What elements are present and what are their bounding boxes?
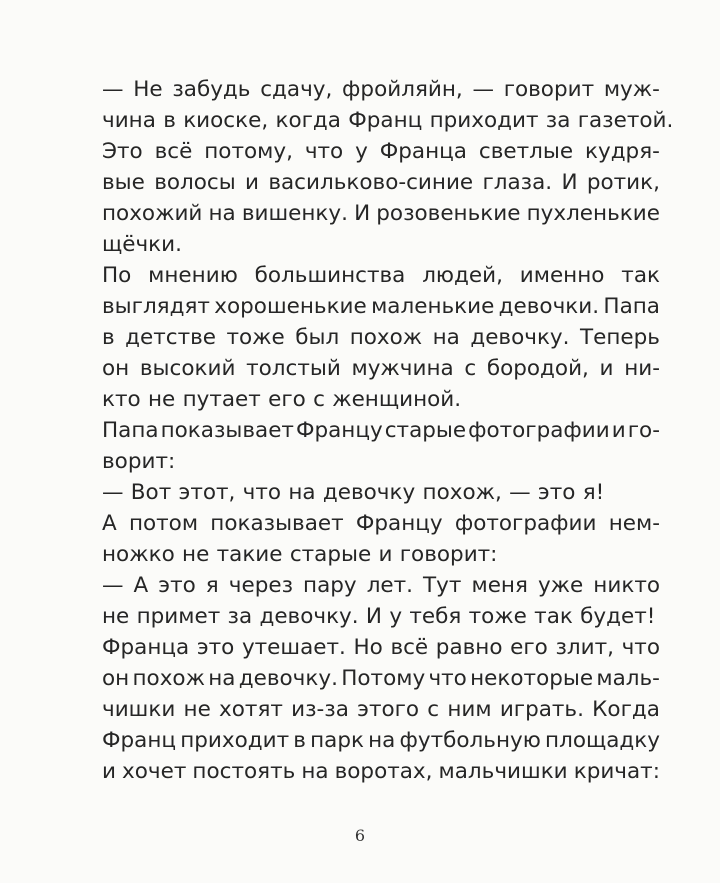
word: кто — [102, 387, 141, 412]
word: толстый — [246, 356, 341, 381]
word: бородой, — [486, 356, 589, 381]
word: Францу — [295, 418, 383, 443]
word: лет. — [366, 573, 414, 598]
text-line — [102, 229, 660, 260]
word: за — [227, 604, 253, 629]
word: его — [268, 387, 306, 412]
word: говорит — [503, 77, 595, 102]
word: го- — [627, 418, 660, 443]
word: что — [428, 666, 467, 691]
word: уже — [537, 573, 584, 598]
word: — — [509, 480, 531, 505]
word: я! — [582, 480, 605, 505]
word: фройляйн, — [342, 77, 463, 102]
word: ним — [447, 697, 492, 722]
word: именно — [519, 263, 605, 288]
word: что — [242, 480, 282, 505]
text-line — [102, 663, 660, 694]
text-line — [102, 105, 674, 136]
text-line — [102, 601, 660, 632]
word: светлые — [478, 139, 574, 164]
text-line — [102, 725, 660, 756]
word: большинства — [254, 263, 406, 288]
word: и — [102, 759, 116, 784]
text-line — [102, 446, 660, 477]
word: на — [208, 666, 236, 691]
word: женщиной. — [332, 387, 462, 412]
word: людей, — [422, 263, 503, 288]
word: Тут — [423, 573, 462, 598]
word: девочки. — [498, 294, 600, 319]
word: Теперь — [579, 325, 660, 350]
word: — — [102, 480, 124, 505]
word: маленькие — [371, 294, 495, 319]
text-line — [102, 756, 660, 787]
word: мнению — [148, 263, 238, 288]
word: девочку. — [238, 666, 338, 691]
word: нем- — [608, 511, 660, 536]
word: не — [183, 697, 211, 722]
word: с — [464, 356, 477, 381]
word: девочку. — [470, 325, 570, 350]
word: и — [599, 356, 614, 381]
word: киоске, — [183, 108, 269, 133]
word: маль- — [596, 666, 660, 691]
word: у — [389, 604, 403, 629]
word: высокий — [139, 356, 236, 381]
word: на — [288, 480, 316, 505]
word: — — [472, 77, 494, 102]
word: фотографии — [454, 511, 597, 536]
word: чина — [102, 108, 156, 133]
text-line — [102, 322, 660, 353]
word: меня — [471, 573, 528, 598]
text-line — [102, 570, 660, 601]
word: вые — [102, 170, 145, 195]
word: в — [293, 728, 306, 753]
word: равно — [435, 635, 503, 660]
text-line — [102, 477, 660, 508]
text-line — [102, 632, 660, 663]
word: мужчина — [351, 356, 454, 381]
word: воротах, — [334, 759, 433, 784]
word: Францу — [355, 511, 443, 536]
word: потому, — [204, 139, 293, 164]
word: некоторые — [470, 666, 594, 691]
word: пухленькие — [526, 201, 660, 226]
word: такие — [216, 542, 283, 567]
word: ворит: — [102, 449, 176, 474]
word: Это — [102, 139, 143, 164]
word: хочет — [122, 759, 187, 784]
word: И — [354, 201, 371, 226]
text-line — [102, 291, 660, 322]
word: А — [133, 573, 149, 598]
word: на — [208, 201, 236, 226]
word: старые — [384, 418, 467, 443]
text-line — [102, 167, 660, 198]
word: И — [561, 170, 578, 195]
word: хорошенькие — [214, 294, 367, 319]
word: на — [301, 759, 329, 784]
word: похож, — [422, 480, 502, 505]
word: Франц — [348, 108, 423, 133]
word: он — [102, 666, 130, 691]
word: и — [245, 170, 260, 195]
word: путает — [182, 387, 261, 412]
word: он — [102, 356, 130, 381]
word: Но — [353, 635, 383, 660]
word: Франца — [102, 635, 190, 660]
word: кудря- — [584, 139, 660, 164]
word: с — [427, 697, 440, 722]
word: глаза. — [482, 170, 553, 195]
word: тоже — [468, 604, 527, 629]
word: — — [102, 77, 124, 102]
word: у — [355, 139, 368, 164]
word: парк — [310, 728, 364, 753]
word: мальчишки — [438, 759, 568, 784]
word: всё — [390, 635, 429, 660]
word: Папа — [603, 294, 660, 319]
word: похож — [349, 325, 423, 350]
word: старые — [289, 542, 372, 567]
word: И — [365, 604, 383, 629]
word: я — [205, 573, 219, 598]
word: злит, — [555, 635, 614, 660]
word: Не — [133, 77, 163, 102]
word: это — [537, 480, 576, 505]
text-line — [102, 384, 660, 415]
word: потом — [128, 511, 199, 536]
word: говорит: — [399, 542, 498, 567]
word: с — [313, 387, 325, 412]
text-line — [102, 260, 660, 291]
page-number: 6 — [354, 826, 366, 845]
word: за — [545, 108, 571, 133]
word: ни- — [624, 356, 660, 381]
word: приходит — [429, 108, 539, 133]
word: пару — [303, 573, 357, 598]
word: был — [295, 325, 340, 350]
word: играть. — [499, 697, 584, 722]
word: не — [147, 387, 176, 412]
word: это — [196, 635, 235, 660]
word: хотят — [219, 697, 283, 722]
word: на — [368, 728, 396, 753]
word: По — [102, 263, 132, 288]
word: Вот — [130, 480, 172, 505]
text-line — [102, 508, 660, 539]
word: кричат: — [573, 759, 660, 784]
word: футбольную — [399, 728, 541, 753]
word: Папа — [102, 418, 159, 443]
word: это — [158, 573, 196, 598]
text-line — [102, 415, 660, 446]
word: Когда — [592, 697, 660, 722]
word: — — [102, 573, 124, 598]
word: детстве — [125, 325, 217, 350]
word: не — [182, 542, 210, 567]
word: примет — [136, 604, 221, 629]
word: показывает — [210, 511, 344, 536]
word: тоже — [226, 325, 285, 350]
word: сдачу, — [260, 77, 333, 102]
word: так — [534, 604, 573, 629]
word: всё — [154, 139, 193, 164]
word: выглядят — [102, 294, 210, 319]
word: его — [510, 635, 548, 660]
text-line — [102, 136, 660, 167]
text-line — [102, 74, 660, 105]
word: Франц — [102, 728, 177, 753]
word: из-за — [291, 697, 349, 722]
text-line — [102, 694, 660, 725]
page-text — [102, 74, 674, 787]
word: показывает — [160, 418, 294, 443]
word: ножко — [102, 542, 175, 567]
word: вишенку. — [241, 201, 348, 226]
word: забудь — [172, 77, 251, 102]
word: васильково-синие — [268, 170, 474, 195]
word: щёчки. — [102, 232, 182, 257]
text-line — [102, 353, 660, 384]
word: чишки — [102, 697, 176, 722]
word: фотографии — [468, 418, 610, 443]
word: девочку — [322, 480, 416, 505]
word: волосы — [154, 170, 236, 195]
word: похож — [132, 666, 205, 691]
word: никто — [593, 573, 660, 598]
word: муж- — [603, 77, 660, 102]
word: газетой. — [577, 108, 674, 133]
word: так — [621, 263, 660, 288]
text-line — [102, 198, 660, 229]
word: что — [621, 635, 660, 660]
word: постоять — [192, 759, 296, 784]
word: на — [432, 325, 460, 350]
word: когда — [275, 108, 341, 133]
word: А — [102, 511, 117, 536]
word: утешает. — [241, 635, 346, 660]
word: что — [304, 139, 344, 164]
word: тебя — [409, 604, 462, 629]
word: через — [228, 573, 294, 598]
word: розовенькие — [376, 201, 521, 226]
word: будет! — [580, 604, 656, 629]
word: Потому — [341, 666, 426, 691]
word: ротик, — [586, 170, 660, 195]
word: и — [378, 542, 393, 567]
word: не — [102, 604, 130, 629]
word: девочку. — [259, 604, 359, 629]
word: и — [611, 418, 626, 443]
word: этого — [357, 697, 420, 722]
word: в — [102, 325, 115, 350]
word: приходит — [180, 728, 290, 753]
word: Франца — [379, 139, 467, 164]
word: площадку — [545, 728, 660, 753]
text-line — [102, 539, 660, 570]
word: в — [163, 108, 176, 133]
word: похожий — [102, 201, 203, 226]
word: этот, — [178, 480, 236, 505]
